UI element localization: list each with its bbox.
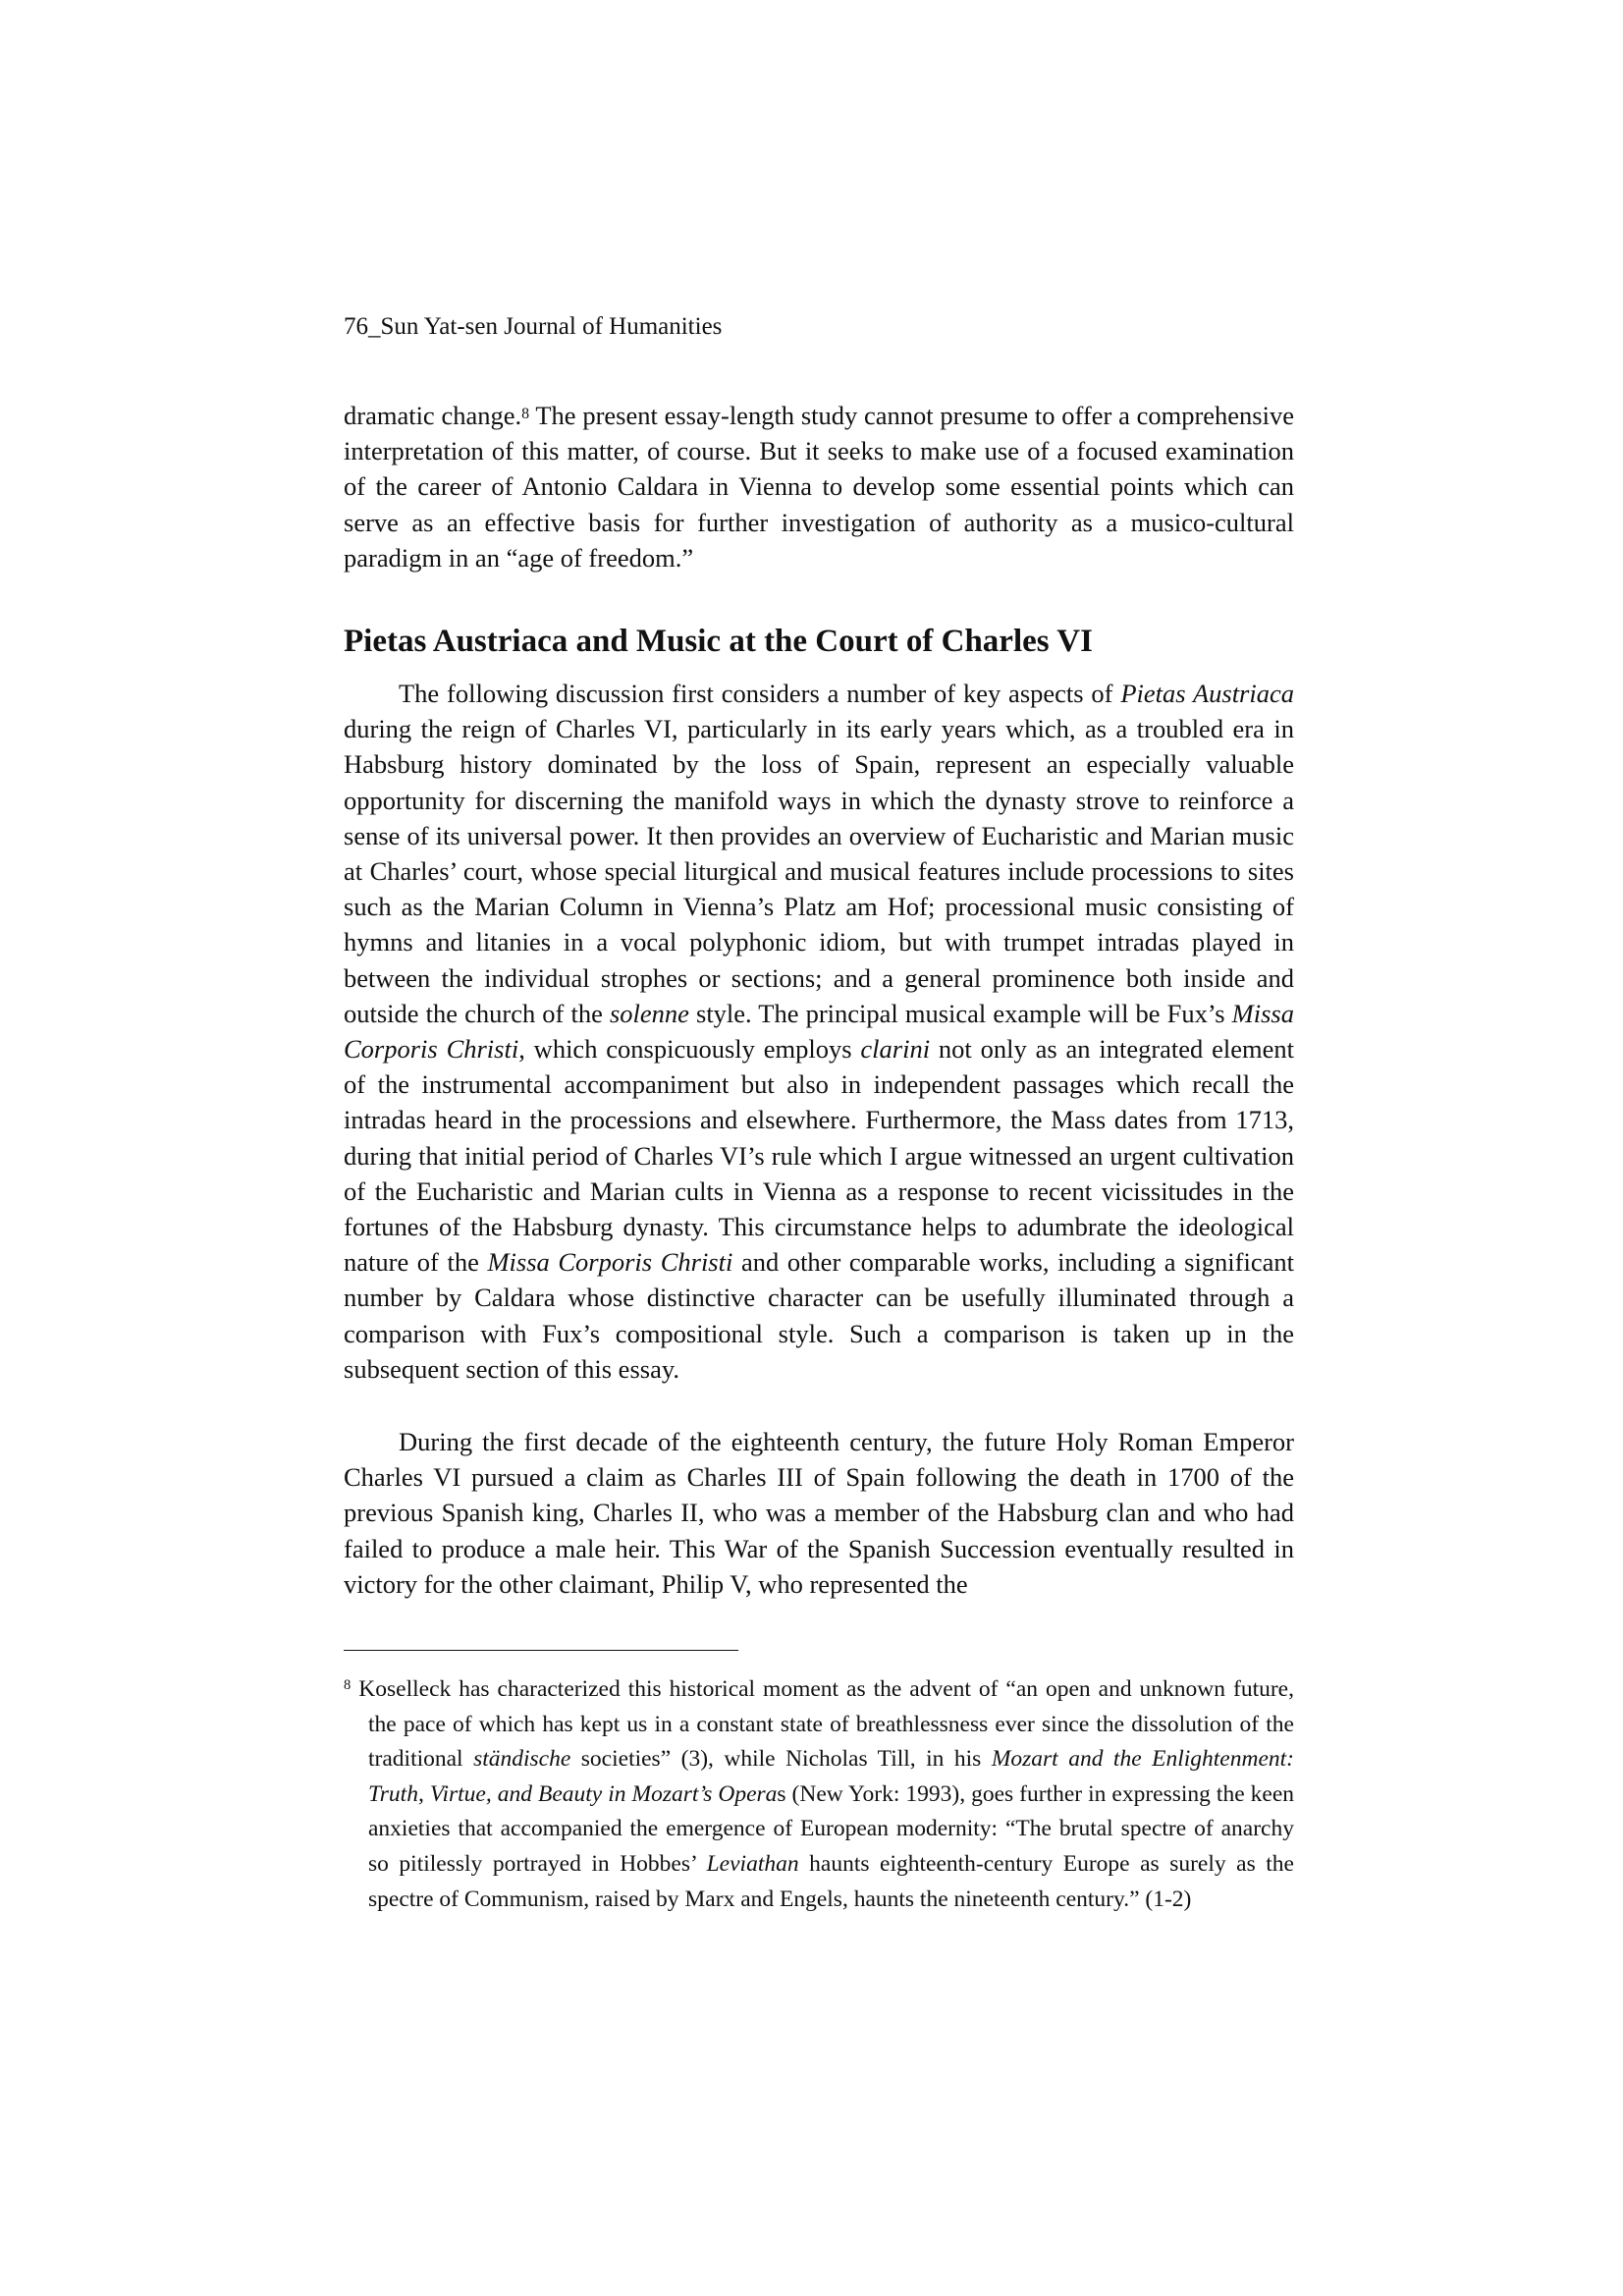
journal-page [344, 0, 1294, 2296]
fn-italic-1: ständische [473, 1746, 571, 1773]
footnote-8 [344, 1672, 1294, 1917]
footnote-number: 8 [344, 1677, 352, 1694]
footnote-reference[interactable]: 8 [521, 405, 530, 422]
body-paragraph-2: During the first decade of the eighteenth century, the future Holy Roman Emperor Charles VI pursued a claim as Charles III of Spain following the death in 1700 of the previous Spanish king, Charles II, who was a member of the Habsburg clan and who had failed to produce a male heir. This War of the Spanish Succession eventually resulted in victory for the other claimant, Philip V, who represented the [344, 1427, 1294, 1599]
intro-text-continued: The present essay-length study cannot presume to offer a comprehensive interpretation of this matter, of course. But it seeks to make use of a focused examination of the career of Antonio Caldara in Vienna to develop some essential points which can serve as an effective basis for further investigation of authority as a musico-cultural paradigm in an “age of freedom.” [344, 401, 1294, 573]
intro-paragraph [344, 398, 1294, 575]
footnote-divider [344, 1650, 738, 1651]
fn-text-4: haunts eighteenth-century Europe as surely as the spectre of Communism, raised by Marx and Engels, haunts the nineteenth century.” (1-2) [368, 1850, 1294, 1912]
fn-text-2: societies” (3), while Nicholas Till, in his [570, 1746, 992, 1773]
p1-text-3: style. The principal musical example will be Fux’s [688, 998, 1232, 1028]
p1-text-1: The following discussion first considers a number of key aspects of [399, 679, 1121, 708]
fn-italic-2: Mozart and the Enlightenment: Truth, Virtue, and Beauty in Mozart’s Opera [368, 1746, 1294, 1807]
p1-text-6: and other comparable works, including a significant number by Caldara whose distinctive character can be usefully illuminated through a comparison with Fux’s compositional style. Such a comparison is taken up in the subsequent section of this essay. [344, 1247, 1294, 1384]
p1-text-2: during the reign of Charles VI, particularly in its early years which, as a troubled era in Habsburg history dominated by the loss of Spain, represent an especially valuable opportunity for discerning the manifold ways in which the dynasty strove to reinforce a sense of its universal power. It then provides an overview of Eucharistic and Marian music at Charles’ court, whose special liturgical and musical features include processions to sites such as the Marian Column in Vienna’s Platz am Hof; processional music consisting of hymns and litanies in a vocal polyphonic idiom, but with trumpet intradas played in between the individual strophes or sections; and a general prominence both inside and outside the church of the [344, 714, 1294, 1028]
p1-italic-1: Pietas Austriaca [1120, 679, 1294, 708]
fn-italic-3: Leviathan [706, 1850, 799, 1877]
p1-italic-4: clarini [860, 1034, 931, 1065]
p1-text-4: , which conspicuously employs [518, 1034, 861, 1065]
body-paragraph-1 [344, 676, 1294, 1387]
section-heading: Pietas Austriaca and Music at the Court of Charles VI [344, 624, 1093, 659]
fn-text-1: Koselleck has characterized this historical moment as the advent of “an open and unknown future, the pace of which has kept us in a constant state of breathlessness ever since the dissolution of the traditional [358, 1676, 1294, 1773]
running-head: 76_Sun Yat-sen Journal of Humanities [344, 313, 723, 340]
p1-text-5: not only as an integrated element of the instrumental accompaniment but also in independent passages which recall the intradas heard in the processions and elsewhere. Furthermore, the Mass dates from 1713, during that initial period of Charles VI’s rule which I argue witnessed an urgent cultivation of the Eucharistic and Marian cults in Vienna as a response to recent vicissitudes in the fortunes of the Habsburg dynasty. This circumstance helps to adumbrate the ideological nature of the [344, 1034, 1295, 1278]
intro-text: dramatic change. [344, 401, 522, 430]
fn-text-3: s (New York: 1993), goes further in expressing the keen anxieties that accompanied the emergence of European modernity: “The brutal spectre of anarchy so pitilessly portrayed in Hobbes’ [368, 1780, 1294, 1877]
p1-italic-3: Missa Corporis Christi [344, 998, 1294, 1065]
p1-italic-5: Missa Corporis Christi [487, 1247, 733, 1278]
p1-italic-2: solenne [609, 998, 689, 1028]
